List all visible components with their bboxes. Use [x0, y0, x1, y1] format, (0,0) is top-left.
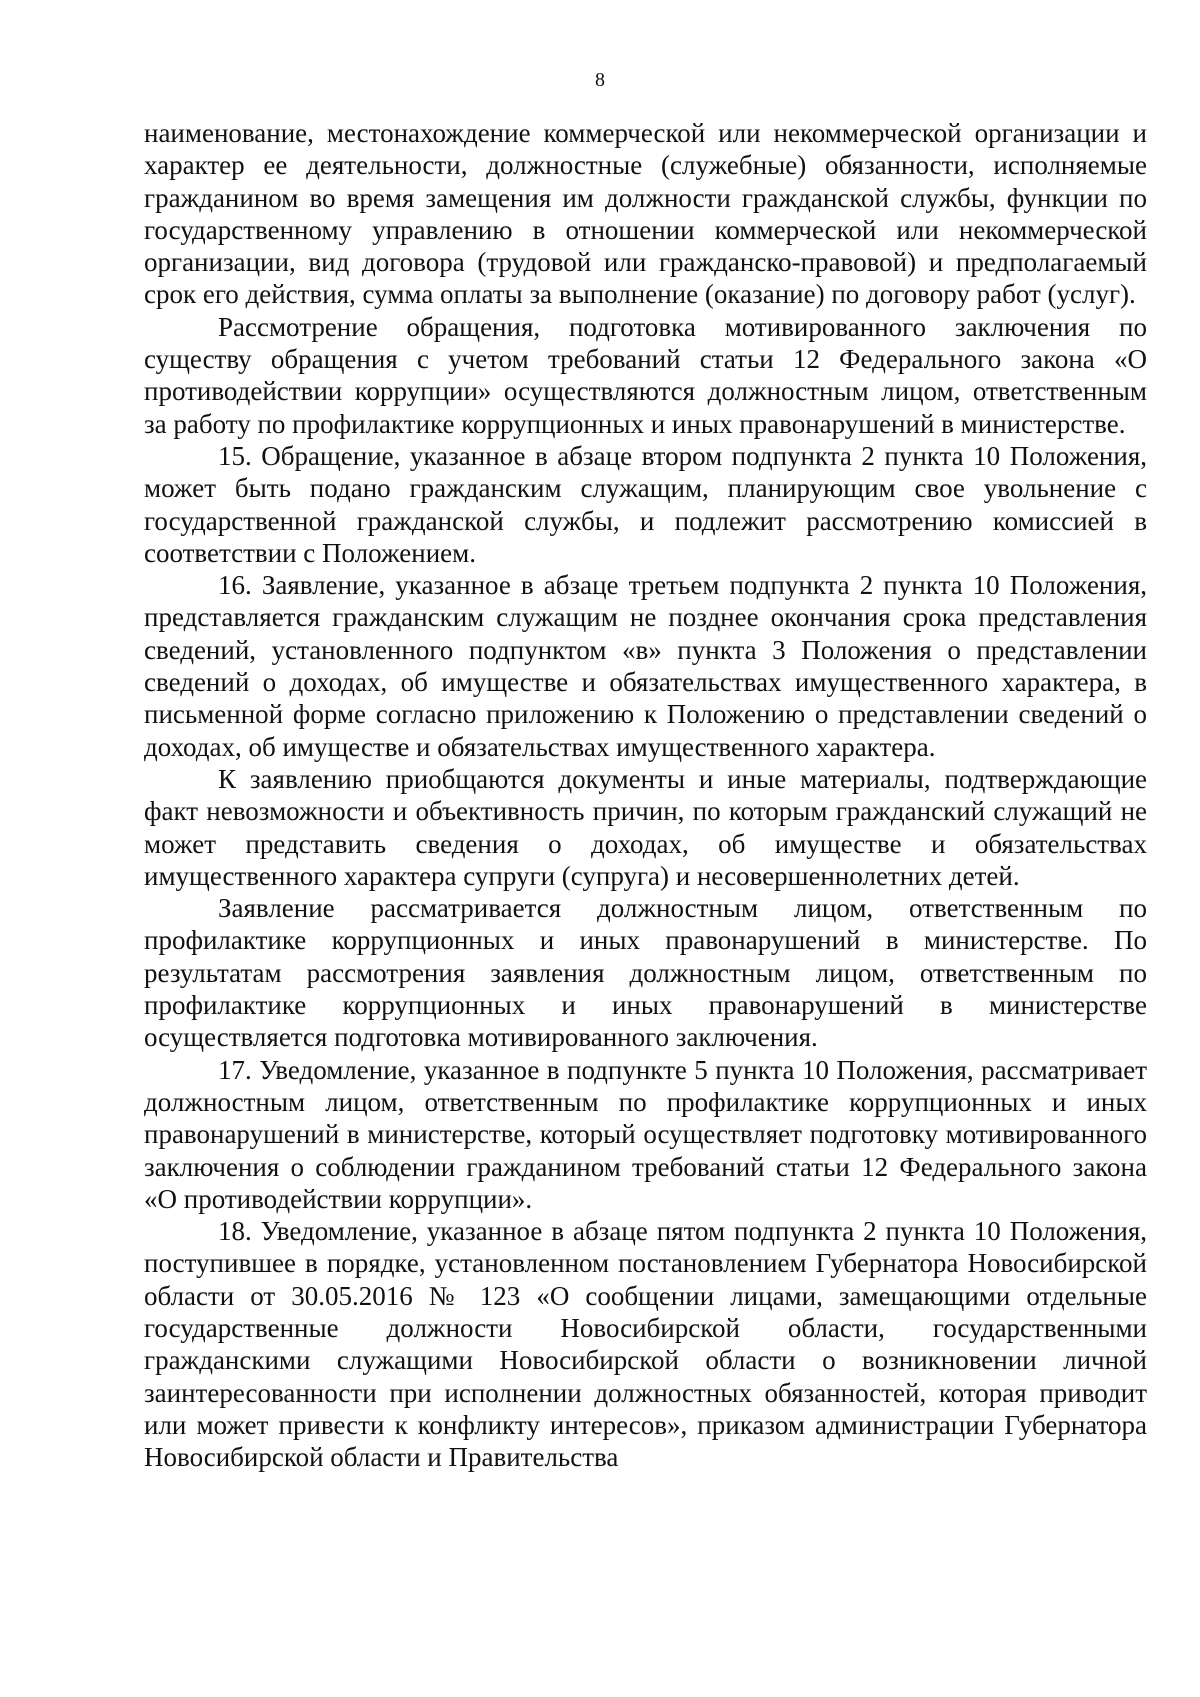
paragraph-statement-review: Заявление рассматривается должностным лицом, ответственным по профилактике коррупционных и иных правонарушений в министерстве. По результатам рассмотрения заявления должностным лицом, ответственным по профилактике коррупционных и иных правонарушений в министерстве осуществляется подготовка мотивированного заключения. [144, 893, 1147, 1053]
paragraph-item-15: 15. Обращение, указанное в абзаце втором подпункта 2 пункта 10 Положения, может быть подано гражданским служащим, планирующим свое увольнение с государственной гражданской службы, и подлежит рассмотрению комиссией в соответствии с Положением. [144, 440, 1147, 568]
paragraph-continuation: наименование, местонахождение коммерческой или некоммерческой организации и характер ее деятельности, должностные (служебные) обязанности, исполняемые гражданином во время замещения им должности гражданской службы, функции по государственному управлению в отношении коммерческой или некоммерческой организации, вид договора (трудовой или гражданско-правовой) и предполагаемый срок его действия, сумма оплаты за выполнение (оказание) по договору работ (услуг). [144, 118, 1147, 310]
document-body [144, 117, 1147, 1473]
paragraph-item-17: 17. Уведомление, указанное в подпункте 5 пункта 10 Положения, рассматривает должностным лицом, ответственным по профилактике коррупционных и иных правонарушений в министерстве, который осуществляет подготовку мотивированного заключения о соблюдении гражданином требований статьи 12 Федерального закона «О противодействии коррупции». [144, 1054, 1147, 1214]
page-number: 8 [595, 69, 605, 91]
paragraph-item-16: 16. Заявление, указанное в абзаце третьем подпункта 2 пункта 10 Положения, представляется гражданским служащим не позднее окончания срока представления сведений, установленного подпунктом «в» пункта 3 Положения о представлении сведений о доходах, об имуществе и обязательствах имущественного характера, в письменной форме согласно приложению к Положению о представлении сведений о доходах, об имуществе и обязательствах имущественного характера. [144, 570, 1147, 762]
paragraph-attached-documents: К заявлению приобщаются документы и иные материалы, подтверждающие факт невозможности и объективность причин, по которым гражданский служащий не может представить сведения о доходах, об имуществе и обязательствах имущественного характера супруги (супруга) и несовершеннолетних детей. [144, 763, 1147, 891]
paragraph-item-18: 18. Уведомление, указанное в абзаце пятом подпункта 2 пункта 10 Положения, поступившее в порядке, установленном постановлением Губернатора Новосибирской области от 30.05.2016 № 123 «О сообщении лицами, замещающими отдельные государственные должности Новосибирской области, государственными гражданскими служащими Новосибирской области о возникновении личной заинтересованности при исполнении должностных обязанностей, которая приводит или может привести к конфликту интересов», приказом администрации Губернатора Новосибирской области и Правительства [144, 1216, 1147, 1473]
paragraph-review-appeal: Рассмотрение обращения, подготовка мотивированного заключения по существу обращения с учетом требований статьи 12 Федерального закона «О противодействии коррупции» осуществляются должностным лицом, ответственным за работу по профилактике коррупционных и иных правонарушений в министерстве. [144, 311, 1147, 439]
